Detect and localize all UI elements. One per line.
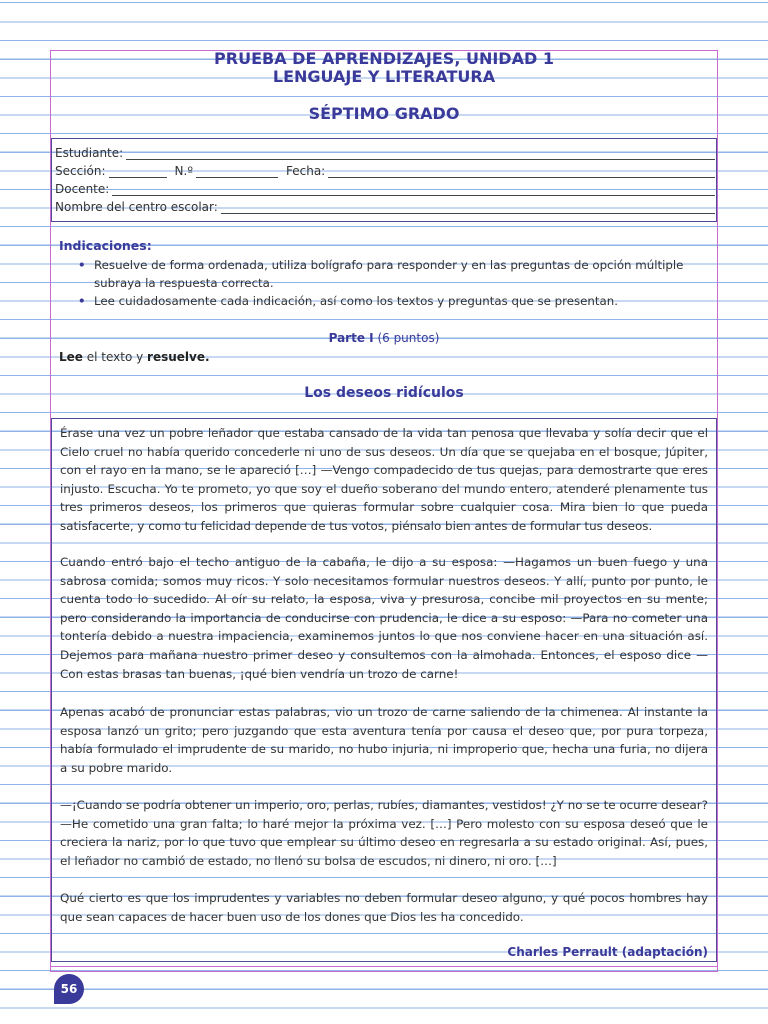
instruction-item: • Resuelve de forma ordenada, utiliza bolígrafo para responder y en las preguntas de opción múltiple subraya la respuesta correcta.	[76, 256, 716, 292]
read-mid: el texto y	[82, 350, 148, 364]
part-heading	[50, 331, 718, 345]
number-field[interactable]	[196, 165, 278, 178]
instruction-item: • Lee cuidadosamente cada indicación, así como los textos y preguntas que se presentan.	[76, 292, 716, 310]
story-paragraph: Apenas acabó de pronunciar estas palabras, vio un trozo de carne saliendo de la chimenea. Al instante la esposa lanzó un grito; pero juzgando que esta aventura tenía por causa el deseo que, por pura torpeza, había formulado el imprudente de su marido, no hubo injuria, ni improperio que, hecha una furia, no dijera a su pobre marido.	[60, 705, 708, 775]
student-field[interactable]	[126, 147, 715, 160]
subject-title: LENGUAJE Y LITERATURA	[272, 67, 496, 86]
read-bold: Lee	[59, 350, 83, 364]
school-field[interactable]	[221, 201, 715, 214]
story-paragraph: Cuando entró bajo el techo antiguo de la cabaña, le dijo a su esposa: —Hagamos un buen fuego y una sabrosa comida; somos muy ricos. Y solo necesitamos formular nuestros deseos. Y allí, punto por punto, le cuenta todo lo sucedido. Al oír su relato, la esposa, viva y presurosa, concibe mil proyectos en su mente; pero considerando la importancia de conducirse con prudencia, le dice a su esposo: —Para no cometer una tontería debido a nuestra impaciencia, examinemos juntos lo que nos conviene hacer en una situación así. Dejemos para mañana nuestro primer deseo y consultemos con la almohada. Entonces, el esposo dice —Con estas brasas tan buenas, ¡qué bien vendría un trozo de carne!	[60, 555, 708, 681]
page-number-badge: 56	[54, 974, 84, 1004]
section-row	[55, 162, 715, 178]
date-label: Fecha:	[285, 164, 326, 178]
read-instruction	[59, 350, 210, 364]
teacher-field[interactable]	[112, 183, 715, 196]
story-paragraph: —¡Cuando se podría obtener un imperio, oro, perlas, rubíes, diamantes, vestidos! ¿Y no se te ocurre desear? —He cometido una gran falta; lo haré mejor la próxima vez. […] Pero molesto con su esposa deseó que le creciera la nariz, por lo que tuvo que emplear su último deseo en regresarla a su estado original. Así, pues, el leñador no cambió de estado, no llenó su bolsa de escudos, ni dinero, ni oro. […]	[60, 798, 708, 868]
student-label: Estudiante:	[55, 146, 124, 160]
section-label: Sección:	[55, 164, 106, 178]
teacher-row	[55, 180, 715, 196]
date-field[interactable]	[328, 165, 715, 178]
grade-title: SÉPTIMO GRADO	[308, 104, 460, 123]
instructions-list	[76, 256, 716, 310]
instructions-heading: Indicaciones:	[59, 238, 152, 253]
school-label: Nombre del centro escolar:	[55, 200, 218, 214]
number-label: N.º	[174, 164, 193, 178]
read-bold-2: resuelve.	[147, 350, 210, 364]
test-title: PRUEBA DE APRENDIZAJES, UNIDAD 1	[214, 49, 554, 68]
story-paragraph: Érase una vez un pobre leñador que estaba cansado de la vida tan penosa que llevaba y solía decir que el Cielo cruel no había querido concederle ni uno de sus deseos. Un día que se quejaba en el bosque, Júpiter, con el rayo en la mano, se le apareció […] —Vengo compadecido de tus quejas, para demostrarte que eres injusto. Escucha. Yo te prometo, yo que soy el dueño soberano del mundo entero, atenderé plenamente tus tres primeros deseos, los primeros que quieras formular sobre cualquier cosa. Mira bien lo que pueda satisfacerte, y como tu felicidad depende de tus votos, piénsalo bien antes de formular tus deseos.	[60, 426, 708, 533]
frame-divider	[50, 966, 718, 967]
section-field[interactable]	[109, 165, 167, 178]
part-label: Parte I	[328, 331, 374, 345]
part-points: (6 puntos)	[377, 331, 440, 345]
school-row	[55, 198, 715, 214]
story-author: Charles Perrault (adaptación)	[507, 945, 708, 959]
story-paragraph: Qué cierto es que los imprudentes y variables no deben formular deseo alguno, y qué pocos hombres hay que sean capaces de hacer buen uso de los dones que Dios les ha concedido.	[60, 891, 708, 924]
story-title: Los deseos ridículos	[304, 385, 464, 401]
student-row	[55, 144, 715, 160]
teacher-label: Docente:	[55, 182, 110, 196]
